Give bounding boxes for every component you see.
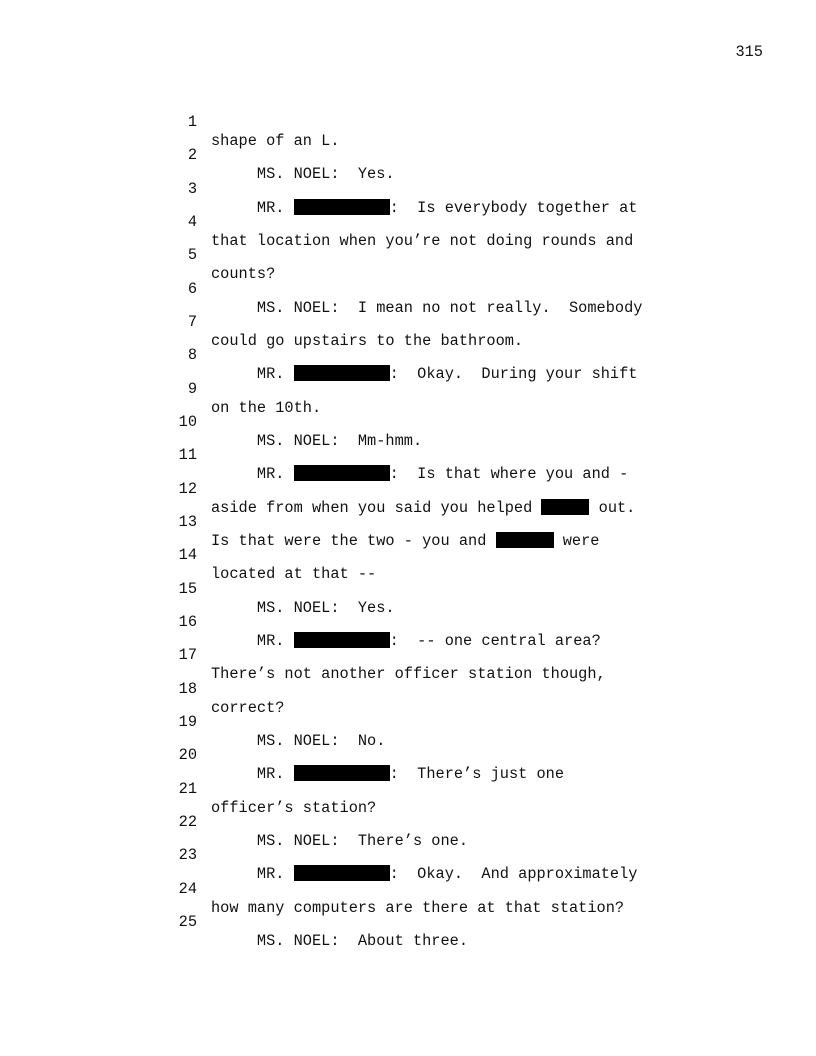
line-text-after: : -- one central area? (389, 631, 601, 650)
line-text-after: out. (589, 498, 636, 517)
line-number: 6 (187, 279, 197, 298)
line-number: 7 (187, 312, 197, 331)
line-number: 4 (187, 212, 197, 231)
page-number: 315 (735, 43, 763, 61)
transcript-line (0, 627, 816, 684)
transcript-line (0, 761, 816, 817)
transcript-line (0, 227, 816, 284)
transcript-body (0, 94, 816, 950)
line-text-after: were (553, 531, 600, 550)
line-number: 20 (178, 746, 197, 765)
line-text: on the 10th. (211, 398, 322, 417)
transcript-line (0, 127, 816, 184)
line-text-after: : Okay. During your shift (389, 365, 638, 384)
line-number: 11 (178, 446, 197, 465)
line-text-after: : There’s just one (389, 765, 565, 784)
transcript-line (0, 94, 816, 150)
line-text: MS. NOEL: No. (211, 731, 386, 750)
transcript-line (0, 394, 816, 450)
line-text: could go upstairs to the bathroom. (211, 331, 524, 350)
line-text-after: : Is that where you and - (389, 465, 629, 484)
transcript-line (0, 494, 816, 550)
line-text-before: MR. (211, 465, 294, 484)
transcript-line (0, 327, 816, 384)
line-text: correct? (211, 698, 285, 717)
transcript-line (0, 794, 816, 850)
transcript-line (0, 861, 816, 917)
line-text-after: : Okay. And approximately (389, 865, 638, 884)
line-number: 18 (178, 679, 197, 698)
line-text-before: MR. (211, 631, 294, 650)
line-number: 25 (178, 912, 197, 931)
line-number: 1 (187, 113, 197, 131)
line-text-after: : Is everybody together at (389, 198, 638, 217)
line-text: MS. NOEL: There’s one. (211, 831, 469, 850)
transcript-line (0, 261, 816, 317)
line-number: 21 (178, 779, 197, 798)
line-text: officer’s station? (211, 798, 377, 817)
line-number: 5 (187, 246, 197, 265)
line-text-before: MR. (211, 765, 294, 784)
line-number: 15 (178, 579, 197, 598)
transcript-line (0, 427, 816, 484)
transcript-line (0, 694, 816, 750)
line-text: MS. NOEL: About three. (211, 931, 469, 950)
transcript-line (0, 561, 816, 617)
line-number: 16 (178, 612, 197, 631)
line-text: MS. NOEL: Yes. (211, 165, 395, 184)
line-number: 9 (187, 379, 197, 398)
transcript-line (0, 461, 816, 517)
line-text: MS. NOEL: I mean no not really. Somebody (211, 298, 643, 317)
line-number: 17 (178, 646, 197, 665)
line-number: 10 (178, 412, 197, 431)
transcript-line (0, 294, 816, 350)
line-text: MS. NOEL: Yes. (211, 598, 395, 617)
transcript-line (0, 661, 816, 717)
transcript-line (0, 727, 816, 784)
transcript-line (0, 894, 816, 950)
line-number: 3 (187, 179, 197, 198)
transcript-line (0, 361, 816, 417)
line-text: how many computers are there at that station? (211, 898, 625, 917)
line-number: 13 (178, 512, 197, 531)
transcript-line (0, 827, 816, 884)
line-number: 23 (178, 846, 197, 865)
line-number: 14 (178, 546, 197, 565)
transcript-line (0, 161, 816, 217)
line-number: 8 (187, 346, 197, 365)
line-text: counts? (211, 265, 276, 284)
line-text: that location when you’re not doing rounds and (211, 231, 634, 250)
line-text-before: aside from when you said you helped (211, 498, 542, 517)
line-text-before: Is that were the two - you and (211, 531, 496, 550)
line-text-before: MR. (211, 198, 294, 217)
line-number: 19 (178, 712, 197, 731)
transcript-line (0, 527, 816, 584)
transcript-line (0, 594, 816, 650)
line-number: 24 (178, 879, 197, 898)
line-text-before: MR. (211, 365, 294, 384)
line-text: MS. NOEL: Mm-hmm. (211, 431, 423, 450)
line-text: shape of an L. (211, 132, 340, 150)
line-number: 22 (178, 812, 197, 831)
line-text-before: MR. (211, 865, 294, 884)
line-text: There’s not another officer station though, (211, 665, 606, 684)
line-number: 12 (178, 479, 197, 498)
transcript-line (0, 194, 816, 250)
line-number: 2 (187, 146, 197, 165)
line-text: located at that -- (211, 565, 377, 584)
